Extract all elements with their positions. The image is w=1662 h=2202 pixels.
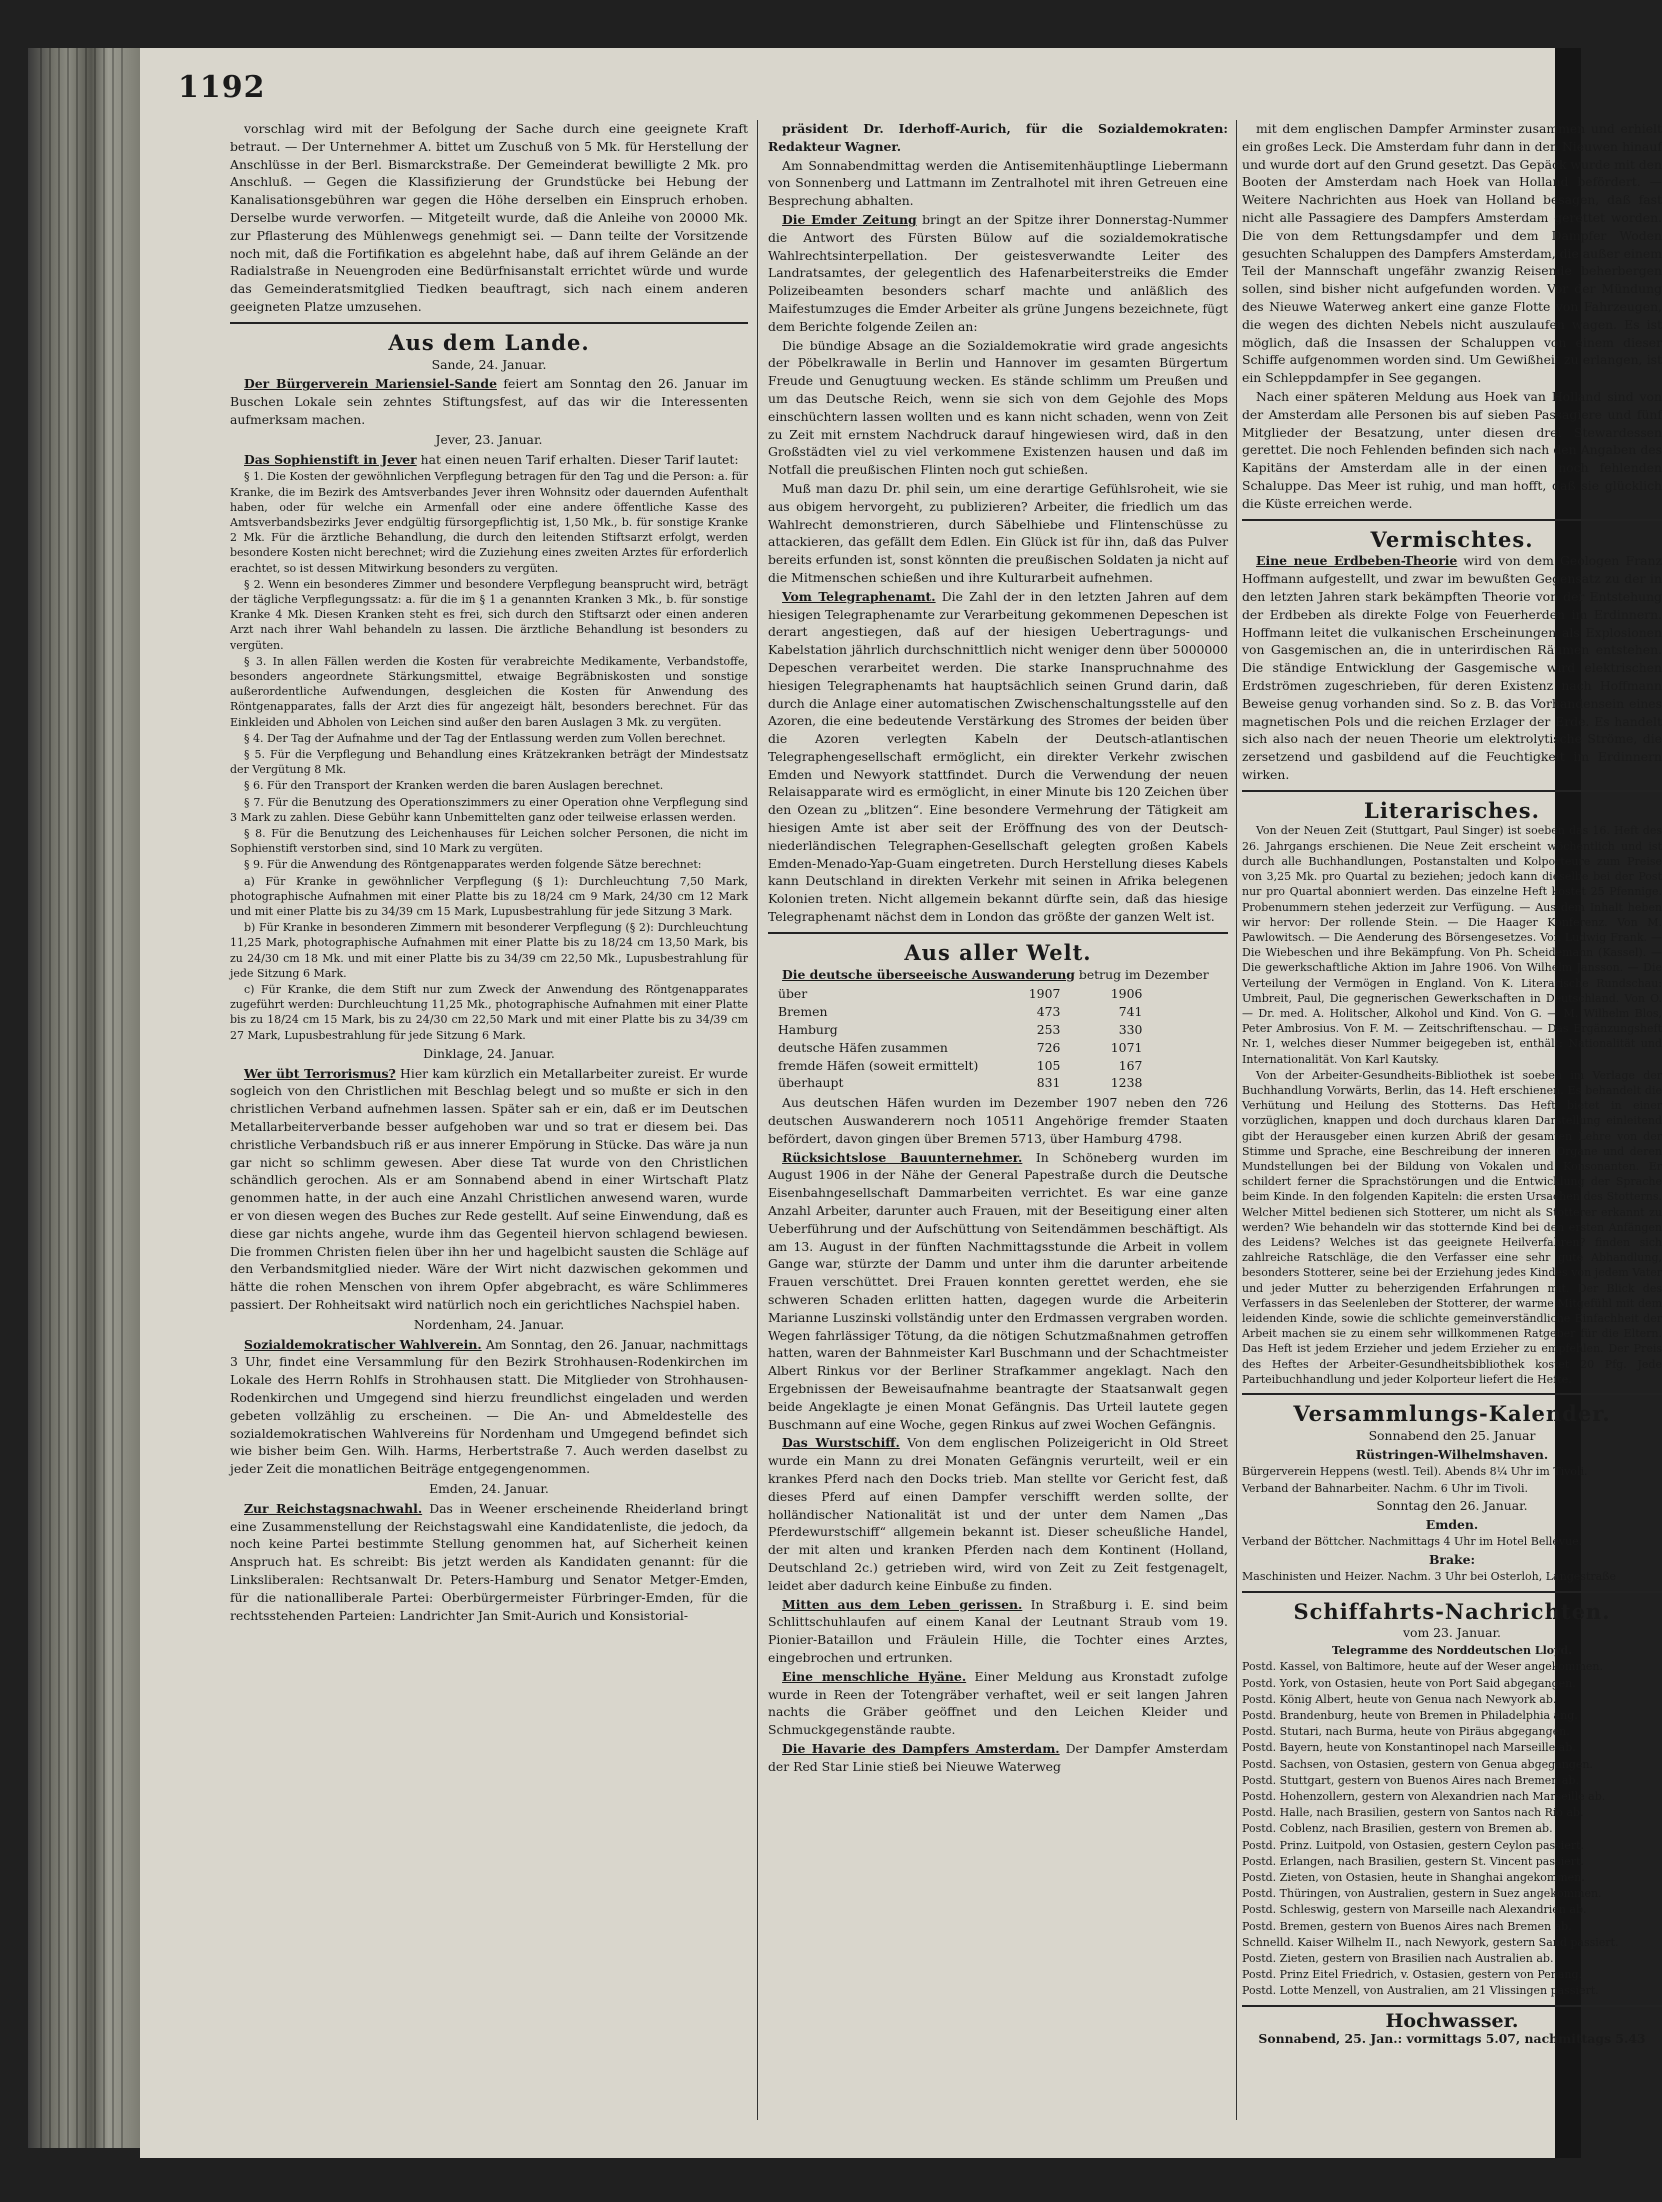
article-headline: Vom Telegraphenamt. [782, 588, 936, 604]
table-cell: 473 [1036, 1004, 1061, 1020]
tariff-list [230, 469, 748, 1043]
rule [1242, 1393, 1662, 1395]
calendar-date: Sonnabend den 25. Januar [1368, 1427, 1536, 1443]
section-heading: Versammlungs-Kalender. [1293, 1401, 1611, 1426]
shipping-entry: Postd. Kassel, von Baltimore, heute auf der Weser angekommen. [1242, 1660, 1603, 1674]
article-headline: Das Wurstschiff. [782, 1435, 900, 1451]
shipping-entry: Postd. Brandenburg, heute von Bremen in Philadelphia ang. [1242, 1709, 1578, 1722]
tariff-item: § 4. Der Tag der Aufnahme und der Tag der Entlassung werden zum Vollen berechnet. [244, 731, 726, 745]
shipping-entry: Postd. Sachsen, von Ostasien, gestern von Genua abgegangen. [1242, 1757, 1593, 1771]
table-header: über [778, 986, 808, 1002]
calendar-entry: Verband der Bahnarbeiter. Nachm. 6 Uhr im Tivoli. [1242, 1481, 1529, 1495]
rule [1242, 790, 1662, 792]
calendar-entry: Verband der Böttcher. Nachmittags 4 Uhr im Hotel Bellevue. [1242, 1535, 1583, 1549]
table-cell: 330 [1118, 1022, 1143, 1038]
article-body: Am Sonntag, den 26. Januar, nachmittags 3 Uhr, findet eine Versammlung für den Bezirk Strohhausen-Rodenkirchen im Lokale des Herrn Rohlfs in Strohhausen statt. Die Mitglieder von Strohhausen-Rodenkirchen und Umgegend sind hierzu freundlichst eingeladen und werden gebeten vollzählig zu erscheinen. — Die An- und Abmeldestelle des sozialdemokratischen Wahlvereins für Nordenham und Umgegend befindet sich wie bisher beim Gen. Wilh. Harms, Herbertstraße 7. Auch werden daselbst zu jeder Zeit die monatlichen Beiträge entgegengenommen. [230, 1336, 748, 1477]
column-2 [768, 120, 1228, 1777]
shipping-entry: Postd. Zieten, gestern von Brasilien nach Australien ab. [1242, 1952, 1554, 1966]
column-1 [230, 120, 748, 1625]
shipping-entry: Postd. Hohenzollern, gestern von Alexandrien nach Marseille ab. [1242, 1790, 1606, 1804]
rule [1242, 1591, 1662, 1593]
article-text [230, 1500, 748, 1625]
article-headline: Mitten aus dem Leben gerissen. [782, 1596, 1023, 1612]
article-text [768, 1668, 1228, 1739]
shipping-entry: Postd. Coblenz, nach Brasilien, gestern von Bremen ab. [1242, 1822, 1553, 1836]
tariff-item: § 9. Für die Anwendung des Röntgenapparates werden folgende Sätze berechnet: [244, 858, 702, 872]
article-text: Von der Arbeiter-Gesundheits-Bibliothek ist soeben im Verlage der Buchhandlung Vorwärts, Berlin, das 14. Heft erschienen. Es behandelt die Verhütung und Heilung des Stotterns. Das Heft bietet in einer vorzüglichen, knappen und doch durchaus klaren Darstellung einleitend gibt der Herausgeber einen kurzen Abriß der gesamten Lehre von der Stimme und Sprache, eine Beschreibung der inneren Organe und deren Mundstellungen bei der Bildung von Vokalen und Konsonanten. Er schildert ferner die Sprachstörungen und die Entwicklung der Sprache beim Kinde. In den folgenden Kapiteln: die ersten Ursachen des Stotterns. Welcher Mittel bedienen sich Stotterer, um nicht als Stotterer erkannt zu werden? Wie behandeln wir das stotternde Kind bei den ersten Anfängen des Leidens? Welches ist das geeignete Heilverfahren? finden sich zahlreiche Ratschläge, die den Verfasser eine sehr gute Abhandlung, besonders Stotterer, seine bei der Erziehung jedes Kindes von jedem Vater und jeder Mutter zu beherzigenden Erfahrungen mit. Der Blick des Verfassers in das Seelenleben der Stotterer, der warme Mitgefühl mit dem leidenden Kinde, sowie die schlichte gemeinverständliche Einfachheit der Arbeit machen sie zu einem sehr willkommenen Ratgeber für die Eltern. Das Heft ist jedem Erzieher und jedem Erzieher zu empfehlen. Der Preis des Heftes der Arbeiter-Gesundheitsbibliothek kostet 20 Pfg. Jede Parteibuchhandlung und jeder Kolporteur liefert die Hefte. [1242, 1068, 1662, 1386]
article-body: bringt an der Spitze ihrer Donnerstag-Nummer die Antwort des Fürsten Bülow auf die sozialdemokratische Wahlrechtsinterpellation. Der geistesverwandte Leiter des Landratsamtes, der gelegentlich des Hafenarbeiterstreiks die Emder Polizeibeamten besonders scharf machte und anläßlich des Maifestumzuges die Emder Arbeiter als grüne Jungens bezeichnete, fügt dem Berichte folgende Zeilen an: [768, 211, 1228, 334]
article-body: Die Zahl der in den letzten Jahren auf dem hiesigen Telegraphenamte zur Verarbeitung gekommenen Depeschen ist derart angestiegen, daß auf der hiesigen Uebertragungs- und Kabelstation jährlich durchschnittlich nicht weniger denn über 5000000 Depeschen verarbeitet werden. Die starke Inanspruchnahme des hiesigen Telegraphenamts hat hauptsächlich seinen Grund darin, daß durch die Anlage einer automatischen Zwischenschaltungsstelle auf den Azoren, die eine bedeutende Verstärkung des Stromes der beiden über die Azoren verlegten Kabeln der Deutsch-atlantischen Telegraphengesellschaft ermöglicht, ein direkter Verkehr zwischen Emden und Newyork stattfindet. Durch die Verwendung der neuen Relaisapparate wird es ermöglicht, in einer Minute bis 120 Zeichen über den Ozean zu „blitzen“. Eine besondere Vermehrung der Tätigkeit am hiesigen Amte ist aber seit der Eröffnung des von der Deutsch-niederländischen Telegraphen-Gesellschaft gelegten großen Kabels Emden-Menado-Yap-Guam eingetreten. Durch Herstellung dieses Kabels kann Deutschland in direkten Verkehr mit seinen in Afrika belegenen Kolonien treten. Nicht allgemein bekannt dürfte sein, daß das hiesige Telegraphenamt nächst dem in London das größte der ganzen Welt ist. [768, 588, 1228, 925]
dateline: Emden, 24. Januar. [429, 1480, 549, 1496]
article-text [230, 375, 748, 428]
table-cell: 167 [1118, 1057, 1143, 1073]
table-cell: deutsche Häfen zusammen [778, 1039, 948, 1055]
table-cell: Bremen [778, 1004, 828, 1020]
table-header: 1907 [1028, 986, 1061, 1002]
tariff-item: § 6. Für den Transport der Kranken werden die baren Auslagen berechnet. [244, 779, 664, 793]
shipping-entry: Postd. Halle, nach Brasilien, gestern von Santos nach Rio ab. [1242, 1806, 1584, 1820]
article-headline: Eine neue Erdbeben-Theorie [1256, 553, 1458, 569]
shipping-entry: Schnelld. Kaiser Wilhelm II., nach Newyork, gestern Sand passiert. [1242, 1935, 1619, 1949]
binding-stripes [40, 48, 130, 2148]
article-text: Muß man dazu Dr. phil sein, um eine derartige Gefühlsroheit, wie sie aus obigem hervorgeht, zu publizieren? Arbeiter, die friedlich um das Wahlrecht demonstrieren, durch Säbelhiebe und Flintenschüsse zu attackieren, das gefällt dem Edlen. Ein Glück ist für ihn, daß das Pulver bereits erfunden ist, sonst könnten die preußischen Soldaten ja nicht auf die Mitmenschen schießen und ihre Kulturarbeit aufnehmen. [768, 480, 1228, 585]
article-headline: Die Havarie des Dampfers Amsterdam. [782, 1740, 1060, 1756]
article-headline: Das Sophienstift in Jever [244, 451, 417, 467]
table-cell: 831 [1036, 1075, 1061, 1091]
article-text [768, 211, 1228, 336]
dateline: Sande, 24. Januar. [431, 356, 547, 372]
dateline: Jever, 23. Januar. [435, 431, 543, 447]
quoted-text: Die bündige Absage an die Sozialdemokratie wird grade angesichts der Pöbelkrawalle in Berlin und Hannover im gesamten Bürgertum Freude und Genugtuung wecken. Es stände schlimm um Preußen und um das Deutsche Reich, wenn sie sich von dem Gejohle des Mops einschüchtern lassen wollten und es kann nicht schaden, wenn von Zeit zu Zeit mit ernstem Nachdruck darauf hingewiesen wird, daß in den Großstädten viel zu viel verkommene Existenzen hausen und daß im Notfall die preußischen Flinten noch gut schießen. [768, 337, 1228, 478]
article-text [768, 1740, 1228, 1776]
table-cell: Hamburg [778, 1022, 838, 1038]
calendar-place: Brake: [1428, 1551, 1476, 1567]
article-text [768, 1596, 1228, 1667]
table-row [772, 1003, 1148, 1021]
column-3 [1242, 120, 1662, 2049]
article-body: Der Dampfer Amsterdam der Red Star Linie stieß bei Nieuwe Waterweg [768, 1740, 1228, 1774]
tariff-item: § 1. Die Kosten der gewöhnlichen Verpflegung betragen für den Tag und die Person: a. für Kranke, die im Bezirk des Amtsverbandes Jever ihren Wohnsitz oder dauernden Aufenthalt haben, oder für welche ein Armenfall oder eine andere öffentliche Kasse des Amtsverbandsbezirks Jever endgültig fürsorgepflichtig ist, 1,50 Mk., b. für sonstige Kranke 2 Mk. Für die ärztliche Behandlung, die durch den leitenden Stiftsarzt erfolgt, werden besondere Kosten nicht berechnet; wird die Zuziehung eines zweiten Arztes für erforderlich erachtet, so ist dessen Mitwirkung besonders zu vergüten. [230, 470, 748, 575]
calendar-entry: Bürgerverein Heppens (westl. Teil). Abends 8¼ Uhr im Tivoli. [1242, 1465, 1588, 1479]
shipping-entry: Postd. Schleswig, gestern von Marseille nach Alexandrien ab. [1242, 1903, 1587, 1917]
article-text: Am Sonnabendmittag werden die Antisemitenhäuptlinge Liebermann von Sonnenberg und Lattmann im Zentralhotel mit ihren Getreuen eine Besprechung abhalten. [768, 157, 1228, 209]
article-headline: Die deutsche überseeische Auswanderung [782, 966, 1075, 982]
section-heading: Vermischtes. [1370, 526, 1534, 552]
tariff-item: c) Für Kranke, die dem Stift nur zum Zweck der Anwendung des Röntgenapparates zugeführt werden: Durchleuchtung 11,25 Mk., photographische Aufnahmen mit einer Platte bis zu 18/24 cm 15 Mark, bis zu 24/30 cm 22,50 Mark und mit einer Platte bis zu 34/39 cm 27 Mark, Lupusbestrahlung für jede Sitzung 6 Mark. [230, 983, 748, 1042]
tariff-item: § 8. Für die Benutzung des Leichenhauses für Leichen solcher Personen, die nicht im Sophienstift verstorben sind, sind 10 Mark zu vergüten. [230, 827, 748, 856]
calendar-place: Emden. [1425, 1516, 1479, 1532]
table-cell: überhaupt [778, 1075, 844, 1091]
shipping-entry: Postd. Prinz. Luitpold, von Ostasien, gestern Ceylon passiert. [1242, 1838, 1585, 1852]
article-body: betrug im Dezember [1074, 966, 1209, 982]
table-cell: 1071 [1110, 1039, 1143, 1055]
newspaper-page [140, 48, 1662, 2158]
article-text: Nach einer späteren Meldung aus Hoek van Holland sind von der Amsterdam alle Personen bis auf sieben Passagiere und fünf Mitglieder der Besatzung, unter diesen drei Stewardessen gerettet. Die noch Fehlenden befinden sich nach den Angaben des Kapitäns der Amsterdam alle in der einen noch fehlenden Schaluppe. Das Meer ist ruhig, und man hofft, daß sie glücklich die Küste erreichen werde. [1242, 388, 1662, 511]
dateline: Nordenham, 24. Januar. [413, 1316, 565, 1332]
article-text: präsident Dr. Iderhoff-Aurich, für die Sozialdemokraten: Redakteur Wagner. [768, 121, 1228, 154]
shipping-entry: Postd. York, von Ostasien, heute von Port Said abgegangen. [1242, 1676, 1576, 1690]
section-heading: Aus dem Lande. [388, 329, 590, 355]
article-headline: Wer übt Terrorismus? [244, 1065, 396, 1081]
table-header: 1906 [1110, 986, 1143, 1002]
table-header-row [772, 985, 1148, 1003]
tariff-item: § 2. Wenn ein besonderes Zimmer und besondere Verpflegung beansprucht wird, beträgt der tägliche Verpflegungssatz: a. für die im § 1 a genannten Kranken 3 Mk., b. für sonstige Kranke 4 Mk. Diesen Kranken steht es frei, sich durch den Stiftsarzt oder einen anderen Arzt nach ihrer Wahl behandeln zu lassen. Die ärztliche Behandlung ist besonders zu vergüten. [230, 577, 748, 652]
shipping-entry: Postd. Erlangen, nach Brasilien, gestern St. Vincent passiert. [1242, 1854, 1584, 1868]
calendar-date: Sonntag den 26. Januar. [1376, 1497, 1528, 1513]
article-body: In Straßburg i. E. sind beim Schlittschuhlaufen auf einem Kanal der Leutnant Straub vom 19. Pionier-Bataillon und Fräulein Hille, die Tochter eines Arztes, eingebrochen und ertrunken. [768, 1596, 1228, 1665]
table-row [772, 1074, 1148, 1092]
tariff-item: § 7. Für die Benutzung des Operationszimmers zu einer Operation ohne Verpflegung sind 3 Mark zu zahlen. Diese Gebühr kann Unbemittelten ganz oder teilweise erlassen werden. [230, 795, 748, 824]
shipping-entry: Postd. Stuttgart, gestern von Buenos Aires nach Bremen ab. [1242, 1773, 1579, 1787]
rule [768, 932, 1228, 934]
section-heading: Schiffahrts-Nachrichten. [1293, 1598, 1611, 1624]
article-headline: Die Emder Zeitung [782, 211, 917, 227]
tariff-item: § 3. In allen Fällen werden die Kosten für verabreichte Medikamente, Verbandstoffe, besonders angeordnete Stärkungsmittel, etwaige Begräbniskosten und sonstige außerordentliche Aufwendungen, desgleichen die Kosten für Anwendung des Röntgenapparates, falls der Arzt dies für angezeigt hält, besonders berechnet. Für das Einkleiden und Abholen von Leichen sind außer den baren Auslagen 3 Mk. zu vergüten. [230, 654, 748, 729]
table-row [772, 1057, 1148, 1075]
calendar-entry: Maschinisten und Heizer. Nachm. 3 Uhr bei Osterloh, Langestraße [1242, 1570, 1616, 1584]
shipping-entry: Postd. Bremen, gestern von Buenos Aires nach Bremen ab. [1242, 1919, 1572, 1933]
article-body: In Schöneberg wurden im August 1906 in der Nähe der General Papestraße durch die Deutsche Eisenbahngesellschaft Dammarbeiten verrichtet. Es war eine ganze Anzahl Arbeiter, darunter auch Frauen, mit der Beseitigung einer alten Ueberführung und der Aufschüttung von Seitendämmen beschäftigt. Als am 13. August in der fünften Nachmittagsstunde die Arbeit in vollem Gange war, stürzte der Damm und unter ihm die darunter arbeitende Frauen verschüttet. Drei Frauen konnten gerettet werden, ehe sie schweren Schaden erlitten hatten, dagegen wurde die Arbeiterin Marianne Luszinski vollständig unter den Erdmassen vergraben worden. Wegen fahrlässiger Tötung, da die nötigen Schutzmaßnahmen getroffen hatten, waren der Bahnmeister Karl Buschmann und der Schachtmeister Albert Rinkus vor der Berliner Strafkammer angeklagt. Nach den Ergebnissen der Beweisaufnahme beantragte der Staatsanwalt gegen beide Angeklagte je einen Monat Gefängnis. Das Urteil lautete gegen Buschmann auf eine Woche, gegen Rinkus auf zwei Wochen Gefängnis. [768, 1149, 1228, 1432]
high-water-heading: Hochwasser. [1385, 2009, 1519, 2032]
article-headline: Eine menschliche Hyäne. [782, 1668, 967, 1684]
article-headline: Der Bürgerverein Mariensiel-Sande [244, 376, 497, 392]
article-body: Von dem englischen Polizeigericht in Old Street wurde ein Mann zu drei Monaten Gefängnis verurteilt, weil er ein krankes Pferd nach den Docks trieb. Man stellte vor Gericht fest, daß dieses Pferd auf einen Dampfer verschifft werden sollte, der holländischer Nationalität ist und der unter dem Namen „Das Pferdewurstschiff“ allgemein bekannt ist. Dieser scheußliche Handel, der mit alten und kranken Pferden nach dem Kontinent (Holland, Deutschland 2c.) getrieben wird, wird von Zeit zu Zeit festgenagelt, leidet aber dadurch keine Einbuße zu finden. [768, 1435, 1228, 1593]
table-cell: fremde Häfen (soweit ermittelt) [778, 1057, 979, 1073]
column-divider [757, 120, 758, 2120]
article-text [1242, 552, 1662, 783]
shipping-entry: Postd. Stutari, nach Burma, heute von Piräus abgegangen. [1242, 1725, 1570, 1739]
article-body: Das in Weener erscheinende Rheiderland bringt eine Zusammenstellung der Reichstagswahl eine Kandidatenliste, die jedoch, da noch keine Partei bestimmte Stellung genommen hat, auf Sicherheit keinen Anspruch hat. Es schreibt: Bis jetzt werden als Kandidaten genannt: für die Linksliberalen: Rechtsanwalt Dr. Peters-Hamburg und Senator Metger-Emden, für die nationalliberale Partei: Oberbürgermeister Fürbringer-Emden, für die rechtsstehenden Parteien: Landrichter Jan Smit-Aurich und Konsistorial- [230, 1500, 748, 1623]
article-body: wird von dem Geologen Franz Hoffmann aufgestellt, und zwar im bewußten Gegensatz zu der in den letzten Jahren stark bekämpften Theorie von der Entstehung der Erdbeben als direkte Folge von Feuerherden im Erdinnern. Hoffmann leitet die vulkanischen Erscheinungen als Explosionen von Gasgemischen an, die in unterirdischen Räumen entstehen. Die ständige Entwicklung der Gasgemische wird elektrischen Erdströmen zugeschrieben, für deren Existenz nach Hoffmann Beweise genug vorhanden sind. So z. B. das Vorhandensein eines magnetischen Pols und die reichen Erzlager der Erde. Es handelt sich also nach der neuen Theorie um elektrolytische Ströme, die zersetzend und gasbildend auf die Feuchtigkeit im Erdinnern wirken. [1242, 553, 1662, 782]
table-cell: 253 [1036, 1022, 1061, 1038]
tariff-item: § 5. Für die Verpflegung und Behandlung eines Krätzekranken beträgt der Mindestsatz der Vergütung 8 Mk. [230, 748, 748, 777]
table-row [772, 1039, 1148, 1057]
rule [1242, 519, 1662, 521]
table-row [772, 1021, 1148, 1039]
calendar-place: Rüstringen-Wilhelmshaven. [1355, 1446, 1549, 1462]
shipping-list [1242, 1659, 1662, 1998]
dateline: Dinklage, 24. Januar. [423, 1045, 555, 1061]
shipping-entry: Postd. Bayern, heute von Konstantinopel nach Marseille ab. [1242, 1741, 1576, 1755]
shipping-date: vom 23. Januar. [1403, 1625, 1501, 1641]
calendar-list [1242, 1534, 1662, 1549]
page-number: 1192 [178, 70, 266, 105]
article-text: mit dem englischen Dampfer Arminster zusammen und erhielt ein großes Leck. Die Amsterdam fuhr dann in den Nieuwen hinauf und wurde dort auf den Grund gesetzt. Das Gepäck wurde mit den Booten der Amsterdam nach Hoek van Holland befördert. — Weitere Nachrichten aus Hoek van Holland besagen, daß fast nicht alle Passagiere des Dampfers Amsterdam gerettet worden. Die von dem Rettungsdampfer und dem Dampfer Woden gesuchten Schaluppen des Dampfers Amsterdam, die außer einem Teil der Mannschaft ungefähr zwanzig Reisende beherbergen sollen, sind bisher nicht aufgefunden worden. Vor der Mündung des Nieuwe Waterweg ankert eine ganze Flotte von Fahrzeugen, die wegen des dichten Nebels nicht auszulaufen wagen. Es ist möglich, daß die Insassen der Schaluppen von einem dieser Schiffe aufgenommen worden sind. Um Gewißheit zu erlangen, ist ein Schleppdampfer in See gegangen. [1242, 121, 1662, 386]
calendar-list [1242, 1569, 1662, 1584]
table-cell: 1238 [1110, 1075, 1143, 1091]
shipping-entry: Postd. Thüringen, von Australien, gestern in Suez angekommen. [1242, 1887, 1602, 1901]
table-cell: 741 [1118, 1004, 1143, 1020]
table-cell: 726 [1036, 1039, 1061, 1055]
high-water-times: Sonnabend, 25. Jan.: vormittags 5.07, nachmittags 5.43 [1258, 2031, 1646, 2047]
article-text: vorschlag wird mit der Befolgung der Sache durch eine geeignete Kraft betraut. — Der Unternehmer A. bittet um Zuschuß von 5 Mk. für Herstellung der Anschlüsse in der Berl. Bismarckstraße. Der Gemeinderat bewilligte 2 Mk. pro Anschluß. — Gegen die Klassifizierung der Grundstücke bei Hebung der Kanalisationsgebühren war gegen die Höhe derselben ein Einspruch erhoben. Derselbe wurde verworfen. — Mitgeteilt wurde, daß die Anleihe von 20000 Mk. zur Pflasterung des Mühlenwegs genehmigt sei. — Dann teilte der Vorsitzende noch mit, daß die Fortifikation es abgelehnt habe, daß auf ihrem Gelände an der Radialstraße in Neuengroden eine Bedürfnisanstalt errichtet würde und wurde das Gemeinderatsmitglied Tiedken beauftragt, sich nach einem anderen geeigneten Platze umzusehen. [230, 121, 748, 314]
section-heading: Aus aller Welt. [904, 939, 1092, 965]
shipping-entry: Postd. Lotte Menzell, von Australien, am 21 Vlissingen passiert. [1242, 1984, 1599, 1998]
rule [1242, 2005, 1662, 2007]
rule [230, 322, 748, 324]
article-text: Von der Neuen Zeit (Stuttgart, Paul Singer) ist soeben das 16. Heft des 26. Jahrgangs erschienen. Die Neue Zeit erscheint wöchentlich und ist durch alle Buchhandlungen, Postanstalten und Kolporteure zum Preise von 3,25 Mk. pro Quartal zu beziehen; jedoch kann dieselbe bei der Post nur pro Quartal abonniert werden. Das einzelne Heft kostet 25 Pfennige. Probenummern stehen jederzeit zur Verfügung. — Aus dem Inhalt heben wir hervor: Der rollende Stein. — Die Haager Konferenz. Von M. Pawlowitsch. — Die Aenderung des Börsengesetzes. Von Ludwig Frank. — Die Wiebeschen und ihre Bekämpfung. Von Ph. Scheidemann (Kassel). — Die gewerkschaftliche Aktion im Jahre 1906. Von Wilhelm Jansson. — Die Verteilung der Vermögen in England. Von K. Literarische Rundschau: Umbreit, Paul, Die gegnerischen Gewerkschaften in Deutschland. Von O. — Dr. med. A. Holitscher, Alkohol und Kind. Von G. — M. Wilhelm Blos, Peter Ambrosius. Von F. M. — Zeitschriftenschau. — Das Ergänzungsheft Nr. 1, welches dieser Nummer beigegeben ist, enthält: Nationalität und Internationalität. Von Karl Kautsky. [1242, 824, 1662, 1066]
emigration-table [772, 985, 1148, 1092]
article-text [768, 1434, 1228, 1594]
table-cell: 105 [1036, 1057, 1061, 1073]
article-body: Einer Meldung aus Kronstadt zufolge wurde in Reen der Totengräber verhaftet, weil er seit langen Jahren nachts die Gräber geöffnet und den Leichen Kleider und Schmuckgegenstände raubte. [768, 1668, 1228, 1738]
tariff-item: a) Für Kranke in gewöhnlicher Verpflegung (§ 1): Durchleuchtung 7,50 Mark, photographische Aufnahmen mit einer Platte bis zu 18/24 cm 9 Mark, 24/30 cm 12 Mark und mit einer Platte bis zu 34/39 cm 15 Mark, Lupusbestrahlung für jede Sitzung 3 Mark. [230, 874, 748, 919]
article-text [230, 1065, 748, 1314]
shipping-subtitle: Telegramme des Norddeutschen Lloyd. [1331, 1644, 1573, 1658]
article-text: Aus deutschen Häfen wurden im Dezember 1907 neben den 726 deutschen Auswanderern noch 10511 Angehörige fremder Staaten befördert, davon gingen über Bremen 5713, über Hamburg 4798. [768, 1095, 1228, 1146]
article-text [230, 451, 748, 469]
shipping-entry: Postd. Prinz Eitel Friedrich, v. Ostasien, gestern von Penang. [1242, 1968, 1583, 1982]
article-headline: Sozialdemokratischer Wahlverein. [244, 1336, 482, 1352]
article-text [768, 966, 1228, 984]
article-text [768, 1149, 1228, 1434]
article-text [768, 588, 1228, 926]
column-divider [1236, 120, 1237, 2120]
article-body: feiert am Sonntag den 26. Januar im Buschen Lokale sein zehntes Stiftungsfest, auf das wir die Interessenten aufmerksam machen. [230, 376, 748, 427]
shipping-entry: Postd. Zieten, von Ostasien, heute in Shanghai angekommen. [1242, 1871, 1585, 1885]
shipping-entry: Postd. König Albert, heute von Genua nach Newyork ab. [1242, 1692, 1557, 1706]
article-body: hat einen neuen Tarif erhalten. Dieser Tarif lautet: [416, 451, 739, 467]
article-body: Hier kam kürzlich ein Metallarbeiter zureist. Er wurde sogleich von den Christlichen mit Beschlag belegt und so mußte er sich in den christlichen Verband aufnehmen lassen. Später sah er ein, daß er im Deutschen Metallarbeiterverbande besser aufgehoben war und so trat er diesem bei. Das christliche Verbandsbuch riß er aus innerer Empörung in Stücke. Das wäre ja nun gar nicht so schlimm gewesen. Aber diese Tat wurde von den Christlichen schändlich gerochen. Als er am Sonnabend abend in einer Wirtschaft Platz genommen hatte, in der auch eine Anzahl Christlichen anwesend waren, wurde er von diesen wegen des Buches zur Rede gestellt. Auf seine Einwendung, daß es diese gar nichts angehe, wurde ihm das Gegenteil hiervon schlagend bewiesen. Die frommen Christen fielen über ihn her und hagelbicht sausten die Schläge auf den Verbandsmitglied nieder. Wäre der Wirt nicht dazwischen gekommen und hätte die rohen Menschen von ihrem Opfer abgebracht, es wäre Schlimmeres passiert. Der Rohheitsakt wird natürlich noch ein gerichtliches Nachspiel haben. [230, 1065, 748, 1313]
section-heading: Literarisches. [1364, 797, 1540, 823]
article-headline: Rücksichtslose Bauunternehmer. [782, 1149, 1023, 1165]
article-headline: Zur Reichstagsnachwahl. [244, 1500, 423, 1516]
tariff-item: b) Für Kranke in besonderen Zimmern mit besonderer Verpflegung (§ 2): Durchleuchtung 11,25 Mark, photographische Aufnahmen mit einer Platte bis zu 18/24 cm 13,50 Mark, bis zu 24/30 cm 18 Mk. und mit einer Platte bis zu 34/39 cm 22,50 Mk., Lupusbestrahlung für jede Sitzung 6 Mark. [230, 921, 748, 980]
calendar-list [1242, 1464, 1662, 1495]
article-text [230, 1336, 748, 1478]
